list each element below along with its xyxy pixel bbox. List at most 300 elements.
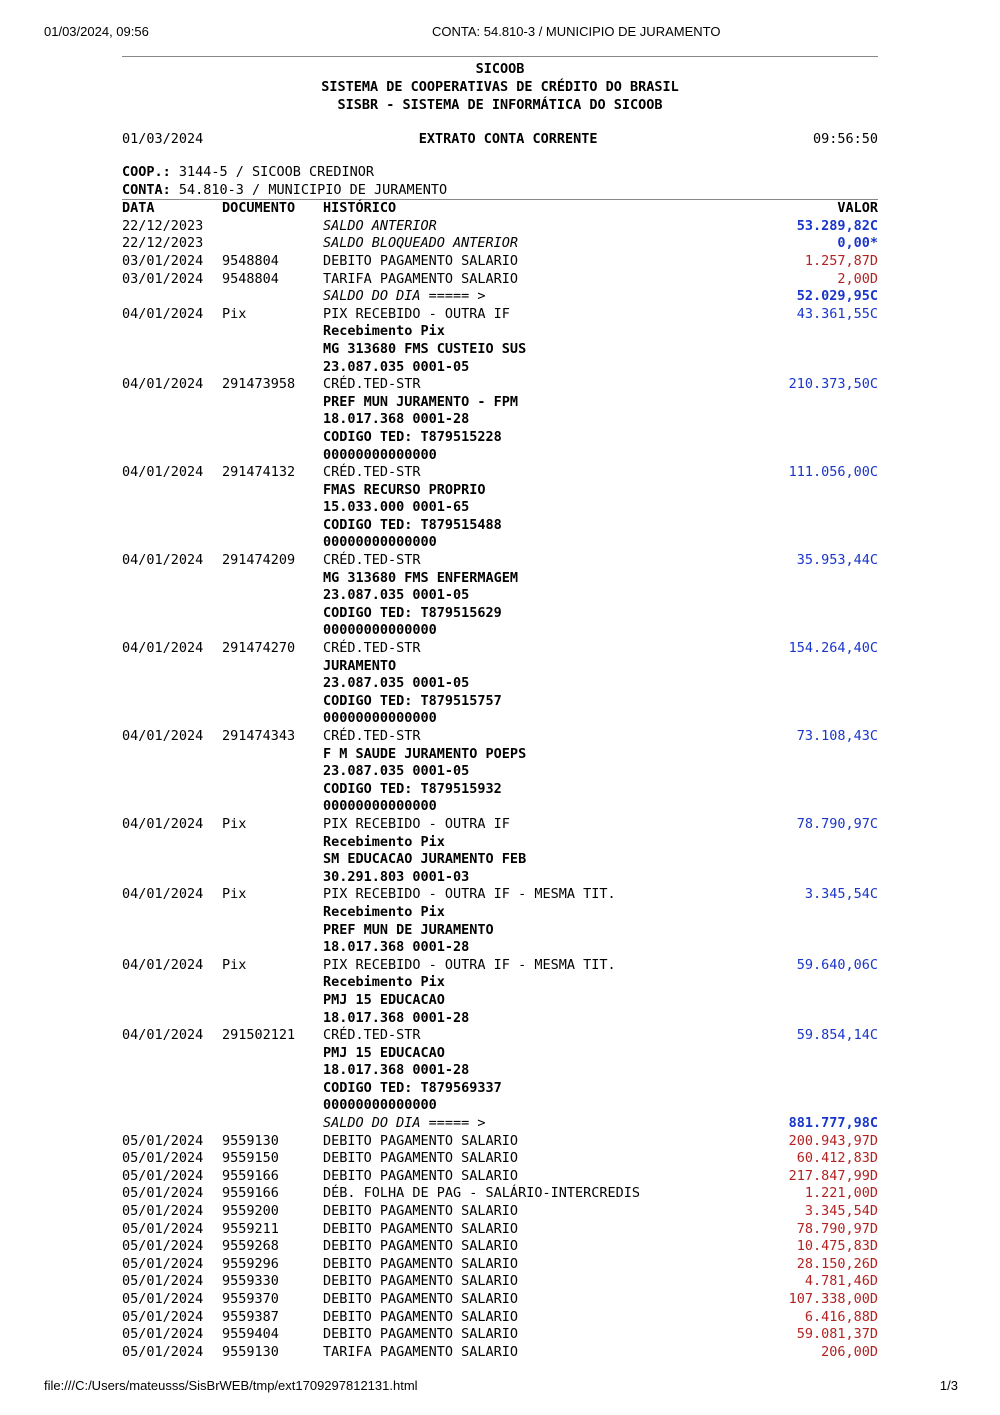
transaction-row	[122, 658, 878, 676]
row-date: 05/01/2024	[122, 1273, 204, 1290]
row-history: 00000000000000	[323, 710, 437, 727]
row-document	[222, 622, 323, 640]
row-history: MG 313680 FMS ENFERMAGEM	[323, 569, 519, 586]
row-date: 05/01/2024	[122, 1343, 204, 1360]
row-history: F M SAUDE JURAMENTO POEPS	[323, 745, 527, 762]
report-header	[122, 130, 878, 148]
row-document: 9559200	[222, 1203, 279, 1220]
row-document	[222, 605, 323, 623]
row-value: 217.847,99D	[788, 1167, 878, 1184]
transaction-row	[122, 1062, 878, 1080]
row-history: PIX RECEBIDO - OUTRA IF - MESMA TIT.	[323, 886, 616, 903]
transaction-row	[122, 816, 878, 834]
row-date	[122, 1115, 222, 1133]
row-date	[122, 341, 222, 359]
row-history: SM EDUCACAO JURAMENTO FEB	[323, 851, 527, 868]
row-value	[738, 1080, 878, 1098]
row-value	[738, 394, 878, 412]
transaction-row	[122, 1150, 878, 1168]
row-value	[738, 939, 878, 957]
row-date: 05/01/2024	[122, 1255, 204, 1272]
row-date: 04/01/2024	[122, 640, 204, 657]
report-date: 01/03/2024	[122, 131, 204, 147]
row-date: 03/01/2024	[122, 252, 204, 269]
row-value	[738, 341, 878, 359]
row-value	[738, 1097, 878, 1115]
transaction-row	[122, 235, 878, 253]
row-value: 2,00D	[837, 270, 878, 287]
row-history: PREF MUN JURAMENTO - FPM	[323, 393, 519, 410]
row-value: 3.345,54D	[804, 1203, 878, 1220]
row-date: 05/01/2024	[122, 1238, 204, 1255]
row-value: 78.790,97D	[796, 1220, 878, 1237]
transaction-row	[122, 1080, 878, 1098]
row-history: 18.017.368 0001-28	[323, 1062, 470, 1079]
row-date	[122, 323, 222, 341]
row-history: DEBITO PAGAMENTO SALARIO	[323, 1273, 519, 1290]
row-document	[222, 675, 323, 693]
row-history: CRÉD.TED-STR	[323, 728, 421, 744]
transaction-row	[122, 1256, 878, 1274]
row-history: Recebimento Pix	[323, 323, 445, 340]
row-date	[122, 781, 222, 799]
print-datetime: 01/03/2024, 09:56	[44, 24, 149, 39]
row-value	[738, 922, 878, 940]
row-value	[738, 1045, 878, 1063]
row-document	[222, 1062, 323, 1080]
row-value: 206,00D	[821, 1343, 878, 1360]
row-date: 05/01/2024	[122, 1220, 204, 1237]
account-info	[122, 164, 878, 199]
row-date: 05/01/2024	[122, 1132, 204, 1149]
row-history: PIX RECEBIDO - OUTRA IF	[323, 305, 510, 322]
row-history: DEBITO PAGAMENTO SALARIO	[323, 1308, 519, 1325]
row-date	[122, 939, 222, 957]
row-history: SALDO DO DIA ===== >	[323, 1115, 486, 1132]
row-history: CODIGO TED: T879515629	[323, 604, 502, 621]
row-date	[122, 763, 222, 781]
row-history: DEBITO PAGAMENTO SALARIO	[323, 1203, 519, 1220]
row-date	[122, 1062, 222, 1080]
row-document	[222, 658, 323, 676]
transaction-row	[122, 1115, 878, 1133]
transaction-row	[122, 798, 878, 816]
transaction-row	[122, 447, 878, 465]
row-value: 200.943,97D	[788, 1132, 878, 1149]
transaction-row	[122, 534, 878, 552]
row-date: 22/12/2023	[122, 217, 204, 234]
transaction-row	[122, 605, 878, 623]
transaction-row	[122, 992, 878, 1010]
row-value	[738, 869, 878, 887]
row-date	[122, 798, 222, 816]
row-date	[122, 570, 222, 588]
col-hist-header: HISTÓRICO	[323, 200, 397, 217]
row-date: 22/12/2023	[122, 235, 204, 252]
row-history: MG 313680 FMS CUSTEIO SUS	[323, 340, 527, 357]
transaction-row	[122, 1273, 878, 1291]
row-value: 3.345,54C	[804, 886, 878, 903]
row-date: 05/01/2024	[122, 1326, 204, 1343]
row-value: 1.221,00D	[804, 1185, 878, 1202]
row-date	[122, 288, 222, 306]
transaction-row	[122, 288, 878, 306]
row-value	[738, 482, 878, 500]
row-value	[738, 974, 878, 992]
transaction-row	[122, 218, 878, 236]
row-history: Recebimento Pix	[323, 974, 445, 991]
row-date	[122, 675, 222, 693]
row-history: TARIFA PAGAMENTO SALARIO	[323, 270, 519, 287]
row-document: 9559404	[222, 1326, 279, 1343]
row-document	[222, 992, 323, 1010]
row-value	[738, 798, 878, 816]
transaction-row	[122, 974, 878, 992]
row-value: 0,00*	[837, 235, 878, 252]
transaction-row	[122, 939, 878, 957]
row-document: 9559370	[222, 1291, 279, 1307]
row-history: SALDO BLOQUEADO ANTERIOR	[323, 235, 519, 252]
row-document	[222, 851, 323, 869]
transaction-row	[122, 710, 878, 728]
row-date	[122, 359, 222, 377]
row-value: 1.257,87D	[804, 252, 878, 269]
transaction-row	[122, 271, 878, 289]
row-document	[222, 922, 323, 940]
coop-value: 3144-5 / SICOOB CREDINOR	[170, 164, 374, 180]
row-document: Pix	[222, 305, 247, 322]
row-document: 9559166	[222, 1167, 279, 1184]
row-history: 23.087.035 0001-05	[323, 763, 470, 780]
transaction-row	[122, 1185, 878, 1203]
row-document: Pix	[222, 956, 247, 973]
row-date: 05/01/2024	[122, 1203, 204, 1220]
row-history: CRÉD.TED-STR	[323, 1027, 421, 1044]
row-date	[122, 851, 222, 869]
row-history: DEBITO PAGAMENTO SALARIO	[323, 1132, 519, 1149]
transaction-row	[122, 429, 878, 447]
row-history: CRÉD.TED-STR	[323, 376, 421, 393]
row-history: CRÉD.TED-STR	[323, 552, 421, 569]
row-value	[738, 499, 878, 517]
row-value	[738, 622, 878, 640]
row-date	[122, 394, 222, 412]
row-history: PIX RECEBIDO - OUTRA IF - MESMA TIT.	[323, 956, 616, 973]
row-date: 04/01/2024	[122, 305, 204, 322]
row-value	[738, 447, 878, 465]
transaction-row	[122, 1133, 878, 1151]
row-history: DEBITO PAGAMENTO SALARIO	[323, 1238, 519, 1255]
row-document	[222, 288, 323, 306]
row-document	[222, 447, 323, 465]
row-value: 60.412,83D	[796, 1150, 878, 1167]
row-date: 04/01/2024	[122, 552, 204, 569]
row-history: 30.291.803 0001-03	[323, 868, 470, 885]
row-history: Recebimento Pix	[323, 903, 445, 920]
row-document	[222, 869, 323, 887]
row-value	[738, 411, 878, 429]
transaction-row	[122, 1010, 878, 1028]
transaction-row	[122, 1291, 878, 1309]
row-document	[222, 904, 323, 922]
row-date	[122, 517, 222, 535]
transaction-row	[122, 570, 878, 588]
row-value: 10.475,83D	[796, 1238, 878, 1255]
row-document: 9559150	[222, 1150, 279, 1167]
row-value: 6.416,88D	[804, 1308, 878, 1325]
row-history: CODIGO TED: T879515228	[323, 428, 502, 445]
transaction-row	[122, 323, 878, 341]
row-history: 00000000000000	[323, 1097, 437, 1114]
transaction-row	[122, 1097, 878, 1115]
coop-label: COOP.:	[122, 164, 171, 180]
row-history: SALDO ANTERIOR	[323, 217, 437, 234]
row-date	[122, 1010, 222, 1028]
row-history: DEBITO PAGAMENTO SALARIO	[323, 1150, 519, 1167]
transaction-row	[122, 1309, 878, 1327]
row-document	[222, 798, 323, 816]
transaction-row	[122, 834, 878, 852]
row-history: TARIFA PAGAMENTO SALARIO	[323, 1343, 519, 1360]
row-value: 53.289,82C	[796, 217, 878, 234]
row-document: 9559211	[222, 1220, 279, 1237]
row-value	[738, 1010, 878, 1028]
row-value: 154.264,40C	[788, 640, 878, 657]
transaction-row	[122, 552, 878, 570]
row-value	[738, 605, 878, 623]
row-date: 05/01/2024	[122, 1308, 204, 1325]
transaction-row	[122, 341, 878, 359]
row-history: CODIGO TED: T879569337	[323, 1079, 502, 1096]
row-document: 9559130	[222, 1132, 279, 1149]
row-date: 04/01/2024	[122, 1027, 204, 1044]
row-value	[738, 834, 878, 852]
row-document: 9559130	[222, 1343, 279, 1360]
file-path: file:///C:/Users/mateusss/SisBrWEB/tmp/ext1709297812131.html	[44, 1378, 418, 1393]
row-value	[738, 429, 878, 447]
row-value	[738, 587, 878, 605]
row-document	[222, 411, 323, 429]
transaction-row	[122, 640, 878, 658]
row-history: 00000000000000	[323, 534, 437, 551]
row-value: 35.953,44C	[796, 552, 878, 569]
row-value	[738, 323, 878, 341]
row-history: 23.087.035 0001-05	[323, 675, 470, 692]
row-date	[122, 904, 222, 922]
row-document	[222, 534, 323, 552]
transaction-row	[122, 253, 878, 271]
row-date	[122, 1097, 222, 1115]
row-value: 210.373,50C	[788, 376, 878, 393]
row-document	[222, 710, 323, 728]
transaction-row	[122, 517, 878, 535]
transaction-row	[122, 376, 878, 394]
transaction-row	[122, 411, 878, 429]
row-date	[122, 587, 222, 605]
row-date	[122, 746, 222, 764]
row-date: 04/01/2024	[122, 815, 204, 832]
row-value	[738, 904, 878, 922]
row-date: 04/01/2024	[122, 886, 204, 903]
row-document	[222, 499, 323, 517]
row-document: 291474132	[222, 464, 296, 481]
row-history: SALDO DO DIA ===== >	[323, 288, 486, 305]
row-value: 59.640,06C	[796, 956, 878, 973]
print-title: CONTA: 54.810-3 / MUNICIPIO DE JURAMENTO	[432, 24, 721, 39]
row-date	[122, 1045, 222, 1063]
row-document: 9559268	[222, 1238, 279, 1255]
transaction-row	[122, 1344, 878, 1362]
transaction-row	[122, 1221, 878, 1239]
row-value	[738, 763, 878, 781]
row-document	[222, 939, 323, 957]
row-history: FMAS RECURSO PROPRIO	[323, 481, 486, 498]
row-history: DEBITO PAGAMENTO SALARIO	[323, 1255, 519, 1272]
row-date	[122, 922, 222, 940]
row-history: DÉB. FOLHA DE PAG - SALÁRIO-INTERCREDIS	[323, 1185, 640, 1202]
transaction-row	[122, 869, 878, 887]
row-date: 05/01/2024	[122, 1291, 204, 1307]
row-document	[222, 693, 323, 711]
statement-document	[122, 56, 878, 1361]
transaction-row	[122, 693, 878, 711]
transaction-row	[122, 1027, 878, 1045]
row-value	[738, 710, 878, 728]
row-value	[738, 1062, 878, 1080]
row-date: 05/01/2024	[122, 1167, 204, 1184]
row-document: 291473958	[222, 376, 296, 393]
row-value	[738, 781, 878, 799]
row-history: DEBITO PAGAMENTO SALARIO	[323, 252, 519, 269]
row-document	[222, 1010, 323, 1028]
transaction-row	[122, 886, 878, 904]
row-document: 9559387	[222, 1308, 279, 1325]
row-value	[738, 851, 878, 869]
row-history: 23.087.035 0001-05	[323, 358, 470, 375]
row-value: 73.108,43C	[796, 728, 878, 744]
transaction-list	[122, 218, 878, 1362]
row-value: 59.081,37D	[796, 1326, 878, 1343]
transaction-row	[122, 904, 878, 922]
row-date	[122, 834, 222, 852]
row-history: CODIGO TED: T879515757	[323, 692, 502, 709]
row-document: 291502121	[222, 1027, 296, 1044]
row-date	[122, 499, 222, 517]
row-document	[222, 570, 323, 588]
row-document	[222, 341, 323, 359]
row-history: DEBITO PAGAMENTO SALARIO	[323, 1291, 519, 1307]
row-history: CRÉD.TED-STR	[323, 640, 421, 657]
row-value: 52.029,95C	[796, 288, 878, 305]
bank-system: SISTEMA DE COOPERATIVAS DE CRÉDITO DO BRASIL	[321, 79, 679, 95]
transaction-row	[122, 1203, 878, 1221]
transaction-row	[122, 499, 878, 517]
row-document	[222, 218, 323, 236]
row-document	[222, 517, 323, 535]
row-value	[738, 992, 878, 1010]
row-history: DEBITO PAGAMENTO SALARIO	[323, 1220, 519, 1237]
row-history: 15.033.000 0001-65	[323, 499, 470, 516]
report-title: EXTRATO CONTA CORRENTE	[418, 131, 598, 147]
row-date	[122, 658, 222, 676]
transaction-row	[122, 394, 878, 412]
row-history: PMJ 15 EDUCACAO	[323, 1044, 445, 1061]
row-document: Pix	[222, 886, 247, 903]
row-history: 23.087.035 0001-05	[323, 587, 470, 604]
row-value: 4.781,46D	[804, 1273, 878, 1290]
row-document	[222, 587, 323, 605]
row-value	[738, 675, 878, 693]
row-value: 78.790,97C	[796, 815, 878, 832]
conta-value: 54.810-3 / MUNICIPIO DE JURAMENTO	[170, 181, 448, 198]
row-date: 04/01/2024	[122, 956, 204, 973]
row-document: 291474343	[222, 728, 296, 744]
row-history: CODIGO TED: T879515488	[323, 516, 502, 533]
transaction-row	[122, 1238, 878, 1256]
row-document	[222, 974, 323, 992]
row-date	[122, 992, 222, 1010]
report-time: 09:56:50	[812, 131, 878, 147]
row-history: CRÉD.TED-STR	[323, 464, 421, 481]
row-date: 05/01/2024	[122, 1150, 204, 1167]
row-document: 291474209	[222, 552, 296, 569]
row-value	[738, 517, 878, 535]
row-date	[122, 869, 222, 887]
row-date	[122, 1080, 222, 1098]
bank-name: SICOOB	[475, 61, 525, 77]
bank-subsystem: SISBR - SISTEMA DE INFORMÁTICA DO SICOOB	[337, 97, 663, 113]
transaction-row	[122, 957, 878, 975]
row-document	[222, 429, 323, 447]
transaction-row	[122, 746, 878, 764]
transaction-row	[122, 922, 878, 940]
row-value: 59.854,14C	[796, 1027, 878, 1044]
col-date-header: DATA	[122, 200, 155, 217]
transaction-row	[122, 1045, 878, 1063]
row-document: 9559296	[222, 1255, 279, 1272]
row-history: PREF MUN DE JURAMENTO	[323, 921, 494, 938]
row-history: 18.017.368 0001-28	[323, 1009, 470, 1026]
row-history: 00000000000000	[323, 622, 437, 639]
row-history: PMJ 15 EDUCACAO	[323, 991, 445, 1008]
row-history: PIX RECEBIDO - OUTRA IF	[323, 815, 510, 832]
row-document: Pix	[222, 815, 247, 832]
row-date	[122, 693, 222, 711]
row-date	[122, 429, 222, 447]
transaction-row	[122, 464, 878, 482]
row-history: 18.017.368 0001-28	[323, 411, 470, 428]
row-date	[122, 605, 222, 623]
row-history: 00000000000000	[323, 446, 437, 463]
row-document	[222, 746, 323, 764]
row-document	[222, 834, 323, 852]
row-date	[122, 622, 222, 640]
row-document	[222, 482, 323, 500]
row-history: CODIGO TED: T879515932	[323, 780, 502, 797]
row-date: 03/01/2024	[122, 270, 204, 287]
row-date	[122, 482, 222, 500]
row-document	[222, 763, 323, 781]
transaction-row	[122, 675, 878, 693]
row-date	[122, 974, 222, 992]
row-value: 28.150,26D	[796, 1255, 878, 1272]
col-doc-header: DOCUMENTO	[222, 200, 296, 217]
row-document: 291474270	[222, 640, 296, 657]
transaction-row	[122, 1168, 878, 1186]
row-history: 00000000000000	[323, 798, 437, 815]
transaction-row	[122, 781, 878, 799]
row-history: JURAMENTO	[323, 657, 397, 674]
